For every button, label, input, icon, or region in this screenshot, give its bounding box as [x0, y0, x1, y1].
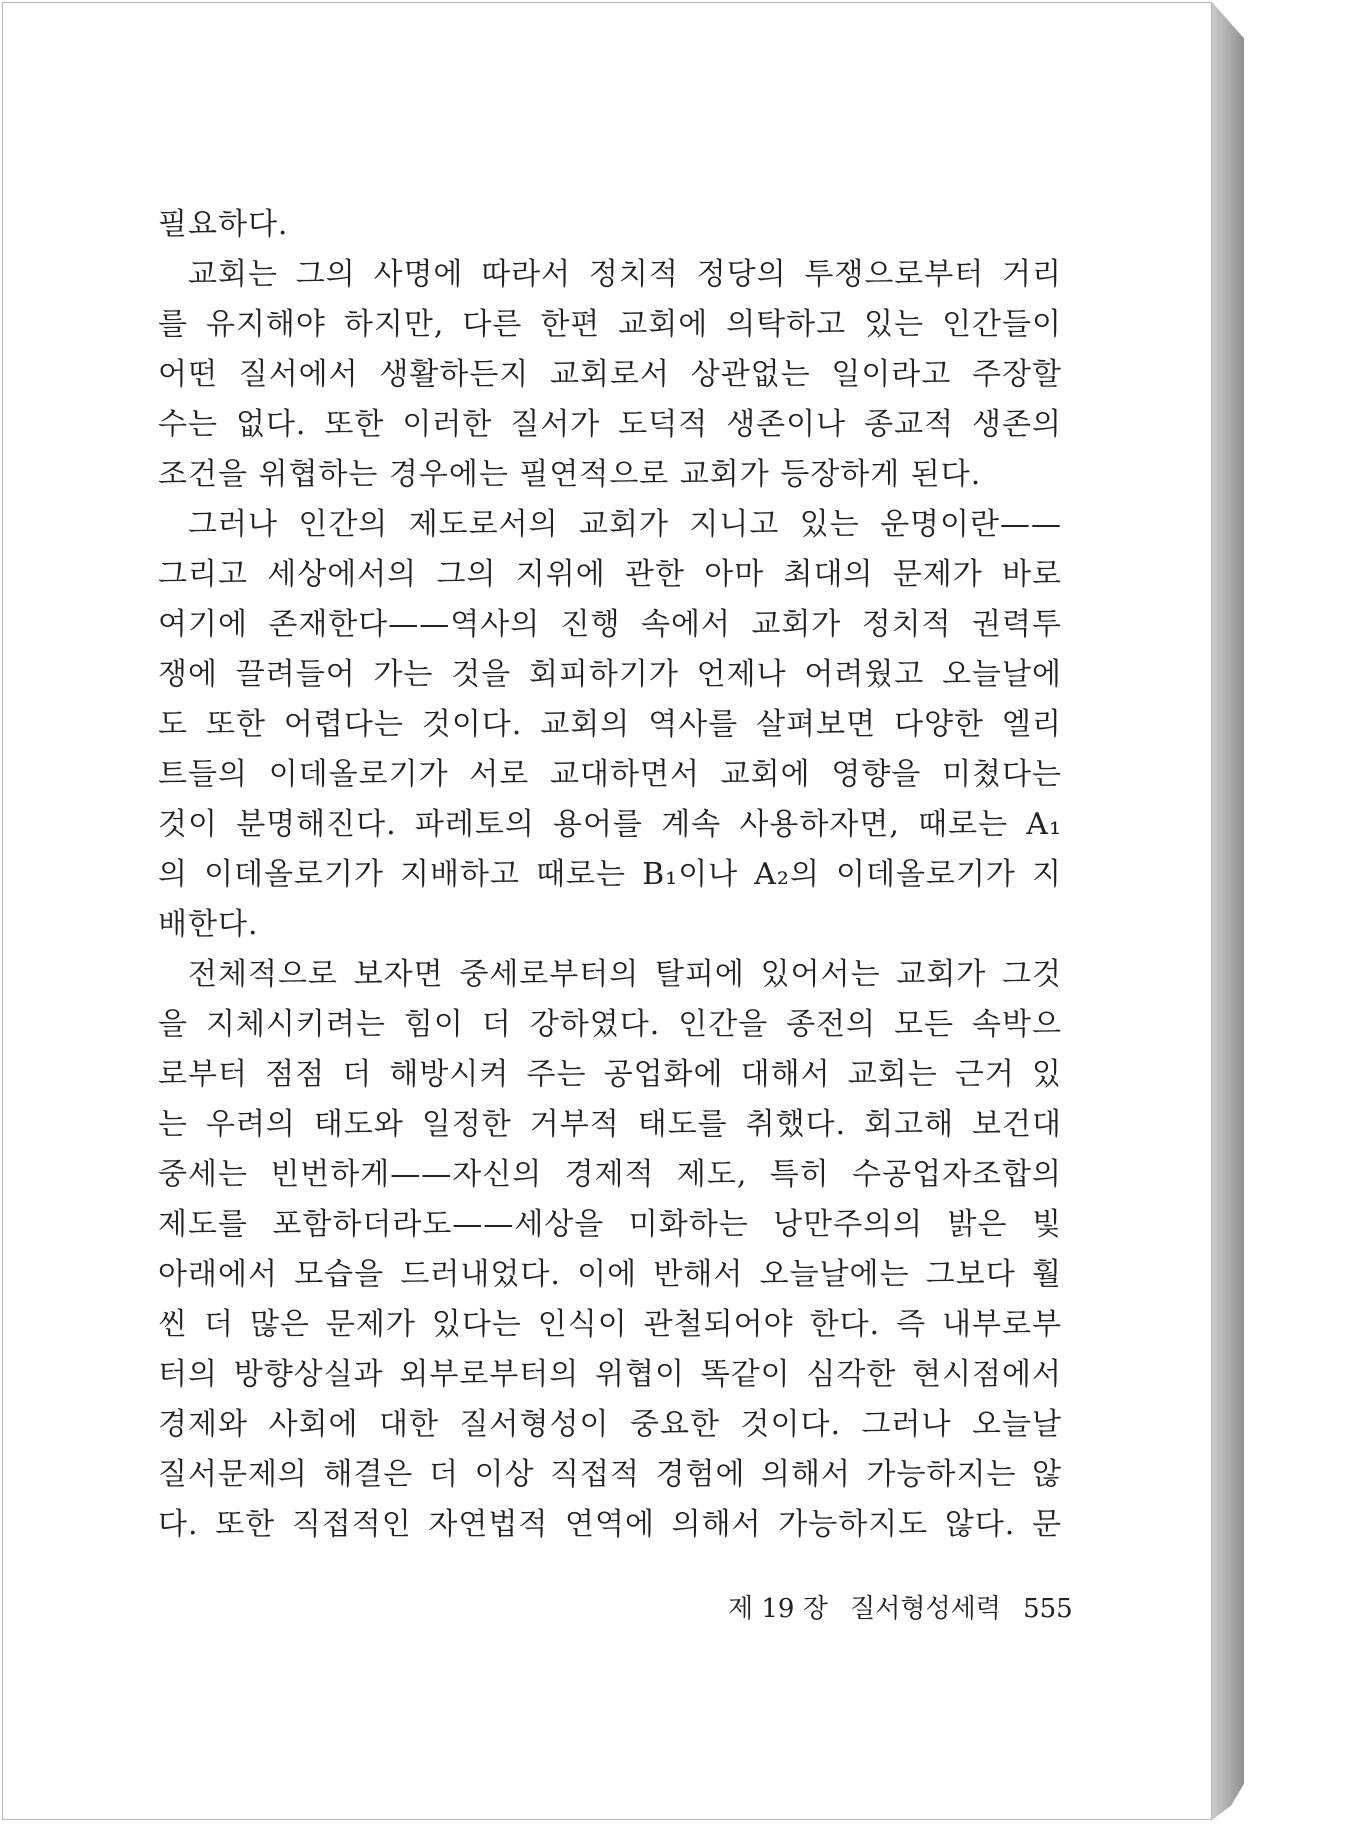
running-footer	[728, 1588, 1073, 1625]
text-line: 씬 더 많은 문제가 있다는 인식이 관철되어야 한다. 즉 내부로부	[158, 1307, 1062, 1342]
text-line: 제도를 포함하더라도——세상을 미화하는 낭만주의의 밝은 빛	[158, 1207, 1062, 1242]
text-line: 전체적으로 보자면 중세로부터의 탈피에 있어서는 교회가 그것	[188, 957, 1062, 992]
page-edge	[1212, 2, 1244, 1820]
body-text	[158, 200, 1062, 1550]
chapter-label: 제 19 장	[728, 1594, 828, 1624]
text-line: 쟁에 끌려들어 가는 것을 회피하기가 언제나 어려웠고 오늘날에	[158, 657, 1062, 692]
page-number: 555	[1023, 1594, 1073, 1624]
text-line: 어떤 질서에서 생활하든지 교회로서 상관없는 일이라고 주장할	[158, 357, 1062, 392]
text-line: 그러나 인간의 제도로서의 교회가 지니고 있는 운명이란——	[188, 507, 1062, 542]
text-line: 필요하다.	[158, 207, 289, 242]
text-line: 것이 분명해진다. 파레토의 용어를 계속 사용하자면, 때로는 A₁	[158, 807, 1062, 842]
text-line: 터의 방향상실과 외부로부터의 위협이 똑같이 심각한 현시점에서	[158, 1357, 1062, 1392]
text-line: 는 우려의 태도와 일정한 거부적 태도를 취했다. 회고해 보건대	[158, 1107, 1062, 1142]
text-line: 의 이데올로기가 지배하고 때로는 B₁이나 A₂의 이데올로기가 지	[158, 857, 1062, 892]
text-line: 을 지체시키려는 힘이 더 강하였다. 인간을 종전의 모든 속박으	[158, 1007, 1062, 1042]
text-line: 경제와 사회에 대한 질서형성이 중요한 것이다. 그러나 오늘날	[158, 1407, 1062, 1442]
text-line: 다. 또한 직접적인 자연법적 연역에 의해서 가능하지도 않다. 문	[158, 1507, 1062, 1542]
text-line: 조건을 위협하는 경우에는 필연적으로 교회가 등장하게 된다.	[158, 457, 982, 492]
text-line: 여기에 존재한다——역사의 진행 속에서 교회가 정치적 권력투	[158, 607, 1062, 642]
text-line: 그리고 세상에서의 그의 지위에 관한 아마 최대의 문제가 바로	[158, 557, 1062, 592]
text-line: 도 또한 어렵다는 것이다. 교회의 역사를 살펴보면 다양한 엘리	[158, 707, 1062, 742]
text-line: 교회는 그의 사명에 따라서 정치적 정당의 투쟁으로부터 거리	[188, 257, 1062, 292]
text-line: 로부터 점점 더 해방시켜 주는 공업화에 대해서 교회는 근거 있	[158, 1057, 1062, 1092]
chapter-title: 질서형성세력	[850, 1594, 1001, 1624]
text-line: 를 유지해야 하지만, 다른 한편 교회에 의탁하고 있는 인간들이	[158, 307, 1062, 342]
text-line: 아래에서 모습을 드러내었다. 이에 반해서 오늘날에는 그보다 훨	[158, 1257, 1062, 1292]
text-line: 질서문제의 해결은 더 이상 직접적 경험에 의해서 가능하지는 않	[158, 1457, 1062, 1492]
text-line: 수는 없다. 또한 이러한 질서가 도덕적 생존이나 종교적 생존의	[158, 407, 1062, 442]
text-line: 배한다.	[158, 907, 259, 942]
text-line: 트들의 이데올로기가 서로 교대하면서 교회에 영향을 미쳤다는	[158, 757, 1062, 792]
text-line: 중세는 빈번하게——자신의 경제적 제도, 특히 수공업자조합의	[158, 1157, 1062, 1192]
